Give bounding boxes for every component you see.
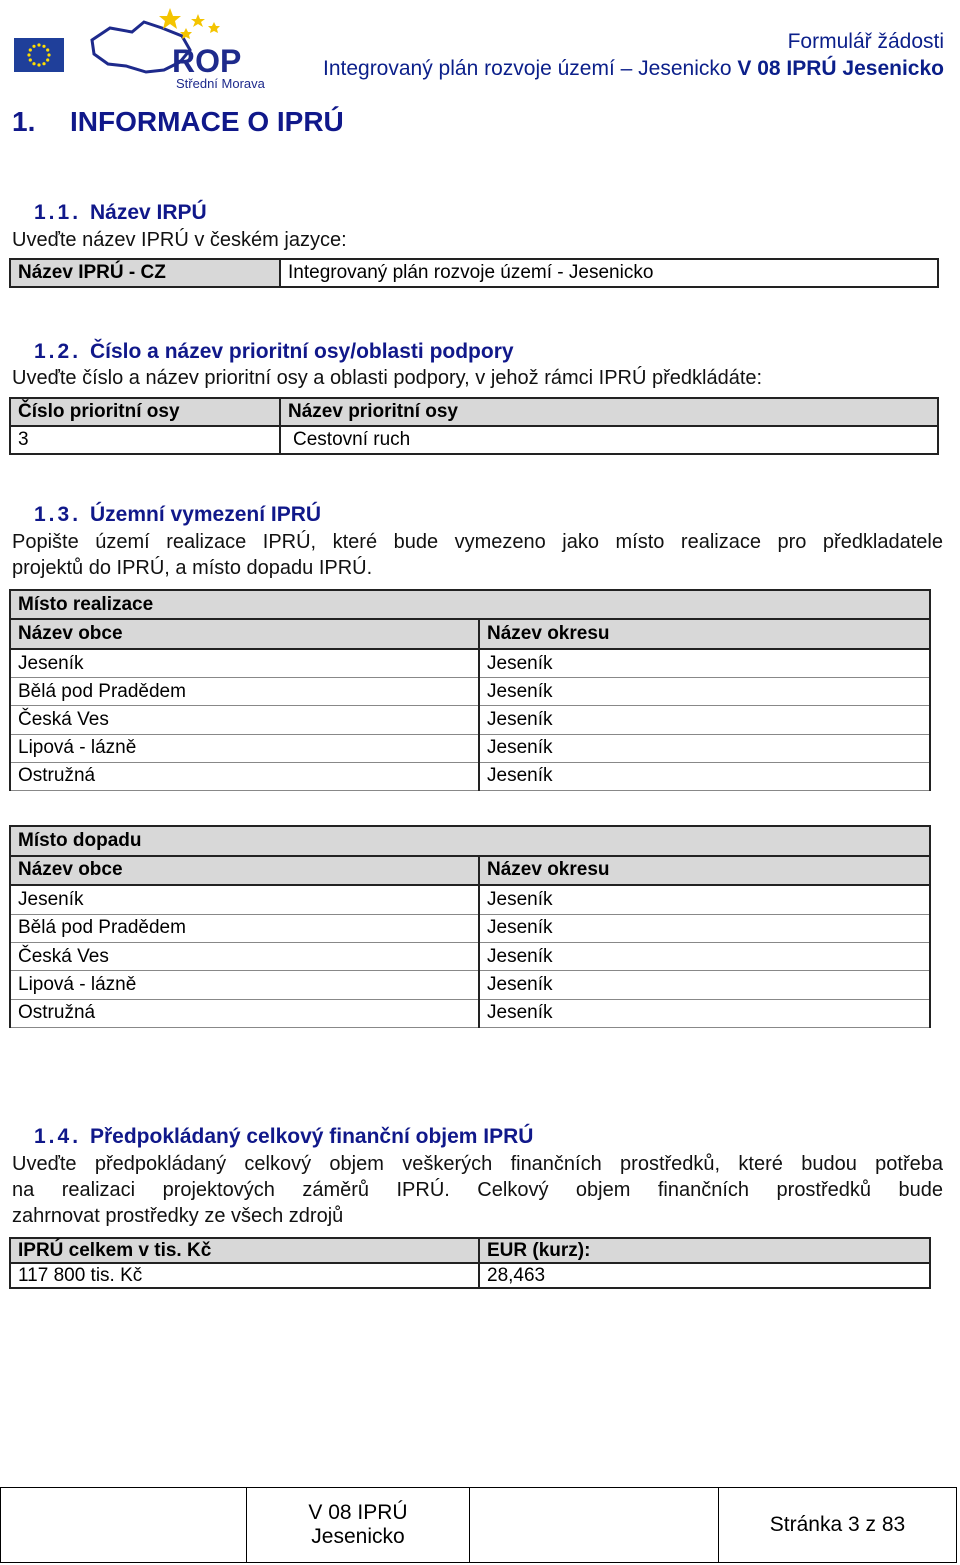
- table-row: [10, 678, 930, 706]
- s14-heading: [34, 1125, 533, 1149]
- okres-cell: Jeseník: [479, 762, 930, 790]
- s14-instruction-3: zahrnovat prostředky ze všech zdrojů: [12, 1205, 344, 1227]
- s12-col-number: Číslo prioritní osy: [10, 398, 280, 426]
- dopad-col-okres: Název okresu: [479, 856, 930, 886]
- s11-number: 1.1.: [34, 201, 82, 224]
- s13-instruction-1: Popište území realizace IPRÚ, které bude vymezeno jako místo realizace pro předkladatele: [12, 531, 943, 553]
- footer-doc-line1: V 08 IPRÚ: [308, 1501, 408, 1524]
- obec-cell: Bělá pod Pradědem: [10, 678, 479, 706]
- obec-cell: Ostružná: [10, 762, 479, 790]
- s11-title: Název IRPÚ: [90, 201, 207, 224]
- s12-instruction: Uveďte číslo a název prioritní osy a oblasti podpory, v jehož rámci IPRÚ předkládáte:: [12, 367, 763, 389]
- footer-blank-left: [1, 1488, 247, 1563]
- section-heading: [12, 106, 344, 138]
- s14-instruction-2: na realizaci projektových záměrů IPRÚ. Celkový objem finančních prostředků bude: [12, 1179, 943, 1201]
- footer-doc-id: [247, 1488, 470, 1563]
- s14-title: Předpokládaný celkový finanční objem IPRÚ: [90, 1125, 534, 1148]
- s11-table: [9, 258, 939, 288]
- dopad-col-obec: Název obce: [10, 856, 479, 886]
- s12-number: 1.2.: [34, 340, 82, 363]
- rop-logo-text: ROP: [172, 43, 242, 79]
- table-row: [10, 649, 930, 678]
- obec-cell: Česká Ves: [10, 706, 479, 734]
- okres-cell: Jeseník: [479, 885, 930, 914]
- dopad-heading: Místo dopadu: [10, 826, 930, 856]
- table-row: [10, 706, 930, 734]
- realizace-table: [9, 589, 931, 791]
- footer-doc-line2: Jesenicko: [311, 1525, 405, 1548]
- s14-col-czk: IPRÚ celkem v tis. Kč: [10, 1238, 479, 1263]
- s14-table: [9, 1237, 931, 1289]
- obec-cell: Jeseník: [10, 649, 479, 678]
- obec-cell: Bělá pod Pradědem: [10, 914, 479, 942]
- okres-cell: Jeseník: [479, 734, 930, 762]
- obec-cell: Lipová - lázně: [10, 971, 479, 999]
- obec-cell: Lipová - lázně: [10, 734, 479, 762]
- okres-cell: Jeseník: [479, 971, 930, 999]
- table-row: [10, 914, 930, 942]
- s12-col-name: Název prioritní osy: [280, 398, 938, 426]
- table-row: [10, 971, 930, 999]
- s12-number-value: 3: [10, 426, 280, 454]
- table-row: [10, 885, 930, 914]
- s14-value-czk: 117 800 tis. Kč: [10, 1263, 479, 1288]
- realizace-col-obec: Název obce: [10, 619, 479, 648]
- s11-value: Integrovaný plán rozvoje území - Jesenicko: [280, 259, 938, 287]
- s12-heading: [34, 340, 514, 364]
- page-footer: [0, 1487, 957, 1563]
- s13-instruction-2: projektů do IPRÚ, a místo dopadu IPRÚ.: [12, 557, 373, 579]
- s14-number: 1.4.: [34, 1125, 82, 1148]
- table-row: [10, 762, 930, 790]
- s11-heading: [34, 201, 207, 225]
- realizace-heading: Místo realizace: [10, 590, 930, 619]
- table-row: [10, 734, 930, 762]
- okres-cell: Jeseník: [479, 678, 930, 706]
- eu-flag-logo: [14, 38, 64, 72]
- footer-blank-mid: [470, 1488, 719, 1563]
- s14-instruction-1: Uveďte předpokládaný celkový objem veškerých finančních prostředků, které budou potřeba: [12, 1153, 943, 1175]
- rop-logo: [86, 6, 280, 92]
- s14-value-eur: 28,463: [479, 1263, 930, 1288]
- section-title: INFORMACE O IPRÚ: [70, 106, 344, 137]
- okres-cell: Jeseník: [479, 706, 930, 734]
- rop-logo-region: Střední Morava: [176, 76, 265, 91]
- dopad-table: [9, 825, 931, 1028]
- s13-title: Územní vymezení IPRÚ: [90, 503, 322, 526]
- table-row: [10, 999, 930, 1027]
- table-row: [10, 942, 930, 970]
- okres-cell: Jeseník: [479, 914, 930, 942]
- form-subtitle: [323, 57, 944, 81]
- s14-col-eur: EUR (kurz):: [479, 1238, 930, 1263]
- section-number: 1.: [12, 106, 36, 137]
- s13-number: 1.3.: [34, 503, 82, 526]
- s12-title: Číslo a název prioritní osy/oblasti podpory: [90, 340, 514, 363]
- footer-page-number: Stránka 3 z 83: [719, 1488, 957, 1563]
- s11-instruction: Uveďte název IPRÚ v českém jazyce:: [12, 229, 347, 251]
- s12-name-value: Cestovní ruch: [280, 426, 938, 454]
- obec-cell: Česká Ves: [10, 942, 479, 970]
- okres-cell: Jeseník: [479, 942, 930, 970]
- form-title: Formulář žádosti: [787, 30, 944, 53]
- s13-heading: [34, 503, 321, 527]
- obec-cell: Jeseník: [10, 885, 479, 914]
- obec-cell: Ostružná: [10, 999, 479, 1027]
- realizace-col-okres: Název okresu: [479, 619, 930, 648]
- s11-label: Název IPRÚ - CZ: [10, 259, 280, 287]
- subtitle-bold: V 08 IPRÚ Jesenicko: [737, 57, 944, 80]
- okres-cell: Jeseník: [479, 999, 930, 1027]
- okres-cell: Jeseník: [479, 649, 930, 678]
- s12-table: [9, 397, 939, 455]
- subtitle-plain: Integrovaný plán rozvoje území – Jesenicko: [322, 57, 732, 80]
